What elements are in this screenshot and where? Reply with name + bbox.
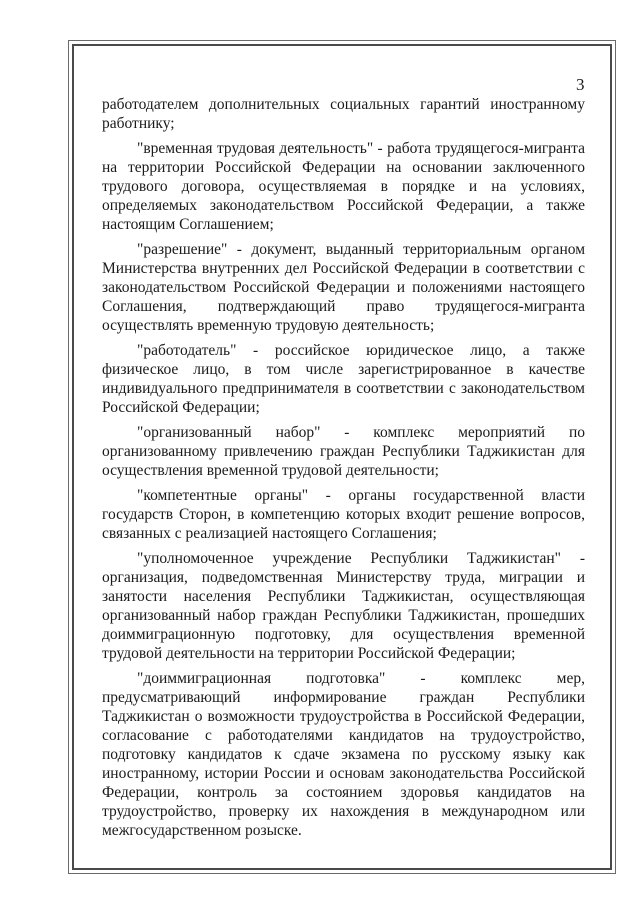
paragraph-6: "уполномоченное учреждение Республики Таджикистан" - организация, подведомственная Министерству труда, миграции и занятости населения Республики Таджикистан, осуществляющая организованный набор граждан Республики Таджикистан, прошедших доиммиграционную подготовку, для осуществления временной трудовой деятельности на территории Российской Федерации; [102, 550, 585, 662]
paragraph-5: "компетентные органы" - органы государственной власти государств Сторон, в компетенцию которых входит решение вопросов, связанных с реализацией настоящего Соглашения; [102, 487, 585, 542]
page-number: 3 [576, 75, 585, 94]
paragraph-2: "разрешение" - документ, выданный территориальным органом Министерства внутренних дел Российской Федерации в соответствии с законодательством Российской Федерации и положениями настоящего Соглашения, подтверждающий право трудящегося-мигранта осуществлять временную трудовую деятельность; [102, 241, 585, 334]
paragraph-1: "временная трудовая деятельность" - работа трудящегося-мигранта на территории Российской Федерации на основании заключенного трудового договора, осуществляемая в порядке и на условиях, определяемых законодательством Российской Федерации, а также настоящим Соглашением; [102, 140, 585, 233]
paragraph-3: "работодатель" - российское юридическое лицо, а также физическое лицо, в том числе зарегистрированное в качестве индивидуального предпринимателя в соответствии с законодательством Российской Федерации; [102, 342, 585, 416]
paragraph-4: "организованный набор" - комплекс мероприятий по организованному привлечению граждан Республики Таджикистан для осуществления временной трудовой деятельности; [102, 424, 585, 479]
document-body [102, 95, 585, 846]
paragraph-7: "доиммиграционная подготовка" - комплекс мер, предусматривающий информирование граждан Республики Таджикистан о возможности трудоустройства в Российской Федерации, согласование с работодателями кандидатов на трудоустройство, подготовку кандидатов к сдаче экзамена по русскому языку как иностранному, истории России и основам законодательства Российской Федерации, контроль за состоянием здоровья кандидатов на трудоустройство, проверку их нахождения в международном или межгосударственном розыске. [102, 670, 585, 839]
paragraph-0: работодателем дополнительных социальных гарантий иностранному работнику; [102, 96, 585, 132]
